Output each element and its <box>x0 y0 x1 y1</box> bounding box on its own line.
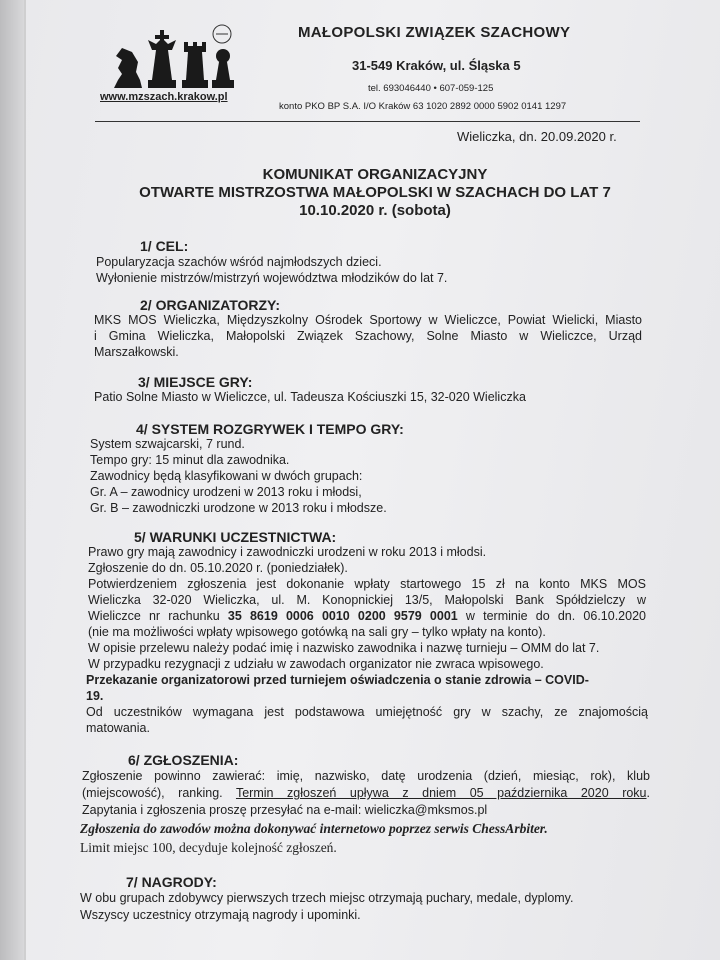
organizers-line: MKS MOS Wieliczka, Międzyszkolny Ośrodek Sportowy w Wieliczce, Powiat Wielicki, Miasto <box>94 313 642 327</box>
chessarbiter-line: Zgłoszenia do zawodów można dokonywać internetowo poprzez serwis ChessArbiter. <box>80 821 548 836</box>
conditions-line: Prawo gry mają zawodnicy i zawodniczki urodzeni w roku 2013 i młodsi. <box>88 545 487 559</box>
system-line: Tempo gry: 15 minut dla zawodnika. <box>90 453 290 467</box>
registration-period: . <box>646 786 650 800</box>
bank-account-number: 35 8619 0006 0010 0200 9579 0001 <box>227 609 458 623</box>
conditions-line: Wieliczka 32-020 Wieliczka, ul. M. Konopnickiej 13/5, Małopolski Bank Spółdzielczy w <box>88 593 646 607</box>
registration-line: Zgłoszenie powinno zawierać: imię, nazwisko, datę urodzenia (dzień, miesiąc, rok), klub <box>82 769 650 783</box>
section-heading-organizers: 2/ ORGANIZATORZY: <box>140 297 280 313</box>
organization-address: 31-549 Kraków, ul. Śląska 5 <box>352 58 521 73</box>
prizes-line: Wszyscy uczestnicy otrzymają nagrody i upominki. <box>80 908 361 922</box>
conditions-line: Od uczestników wymagana jest podstawowa umiejętność gry w szachy, ze znajomością <box>86 705 648 719</box>
registration-deadline-line <box>82 786 650 800</box>
player-limit-line: Limit miejsc 100, decyduje kolejność zgłoszeń. <box>80 840 337 855</box>
website-link[interactable]: www.mzszach.krakow.pl <box>100 91 228 103</box>
system-line: System szwajcarski, 7 rund. <box>90 437 245 451</box>
document-title: KOMUNIKAT ORGANIZACYJNY <box>262 166 488 183</box>
chess-pieces-logo <box>108 22 236 92</box>
section-heading-venue: 3/ MIEJSCE GRY: <box>138 374 253 390</box>
bank-account-text: Wieliczce nr rachunku <box>88 609 228 623</box>
event-date: 10.10.2020 r. (sobota) <box>299 202 451 219</box>
organization-bank-account: konto PKO BP S.A. I/O Kraków 63 1020 2892 0000 5902 0141 1297 <box>279 101 567 112</box>
registration-text: (miejscowość), ranking. <box>82 786 236 800</box>
conditions-line: Zgłoszenie do dn. 05.10.2020 r. (poniedziałek). <box>88 561 348 575</box>
conditions-line: matowania. <box>86 721 150 735</box>
system-line: Gr. A – zawodnicy urodzeni w 2013 roku i młodsi, <box>90 485 362 499</box>
section-heading-conditions: 5/ WARUNKI UCZESTNICTWA: <box>134 529 337 545</box>
header-divider <box>95 121 640 122</box>
conditions-line: Potwierdzeniem zgłoszenia jest dokonanie wpłaty startowego 15 zł na konto MKS MOS <box>88 577 646 591</box>
contact-email-line[interactable]: Zapytania i zgłoszenia proszę przesyłać na e-mail: wieliczka@mksmos.pl <box>82 803 488 817</box>
section-heading-goal: 1/ CEL: <box>140 238 189 254</box>
goal-line: Popularyzacja szachów wśród najmłodszych dzieci. <box>96 255 382 269</box>
page-edge-shadow <box>0 0 24 960</box>
organizers-line: Marszałkowski. <box>94 345 179 359</box>
bank-account-line <box>88 609 646 623</box>
organizers-line: i Gmina Wieliczka, Małopolski Związek Szachowy, Solne Miasto w Wieliczce, Urząd <box>94 329 642 343</box>
registration-deadline: Termin zgłoszeń upływa z dniem 05 października 2020 roku <box>235 786 647 800</box>
conditions-line: (nie ma możliwości wpłaty wpisowego gotówką na sali gry – tylko wpłaty na konto). <box>88 625 546 639</box>
section-heading-registration: 6/ ZGŁOSZENIA: <box>128 752 239 768</box>
place-and-date: Wieliczka, dn. 20.09.2020 r. <box>457 129 617 144</box>
covid-statement-line: 19. <box>86 689 104 703</box>
organization-name: MAŁOPOLSKI ZWIĄZEK SZACHOWY <box>298 24 571 41</box>
prizes-line: W obu grupach zdobywcy pierwszych trzech miejsc otrzymają puchary, medale, dyplomy. <box>80 891 574 905</box>
system-line: Zawodnicy będą klasyfikowani w dwóch grupach: <box>90 469 363 483</box>
system-line: Gr. B – zawodniczki urodzone w 2013 roku i młodsze. <box>90 501 387 515</box>
section-heading-system: 4/ SYSTEM ROZGRYWEK I TEMPO GRY: <box>136 421 404 437</box>
conditions-line: W opisie przelewu należy podać imię i nazwisko zawodnika i nazwę turnieju – OMM do lat 7. <box>88 641 600 655</box>
section-heading-prizes: 7/ NAGRODY: <box>126 874 217 890</box>
payment-deadline-text: w terminie do dn. 06.10.2020 <box>457 609 646 623</box>
venue-line: Patio Solne Miasto w Wieliczce, ul. Tadeusza Kościuszki 15, 32-020 Wieliczka <box>94 390 526 404</box>
goal-line: Wyłonienie mistrzów/mistrzyń województwa młodzików do lat 7. <box>96 271 448 285</box>
covid-statement-line: Przekazanie organizatorowi przed turniejem oświadczenia o stanie zdrowia – COVID- <box>86 673 589 687</box>
event-title: OTWARTE MISTRZOSTWA MAŁOPOLSKI W SZACHACH DO LAT 7 <box>139 184 611 201</box>
conditions-line: W przypadku rezygnacji z udziału w zawodach organizator nie zwraca wpisowego. <box>88 657 544 671</box>
organization-phone: tel. 693046440 • 607-059-125 <box>368 83 494 94</box>
